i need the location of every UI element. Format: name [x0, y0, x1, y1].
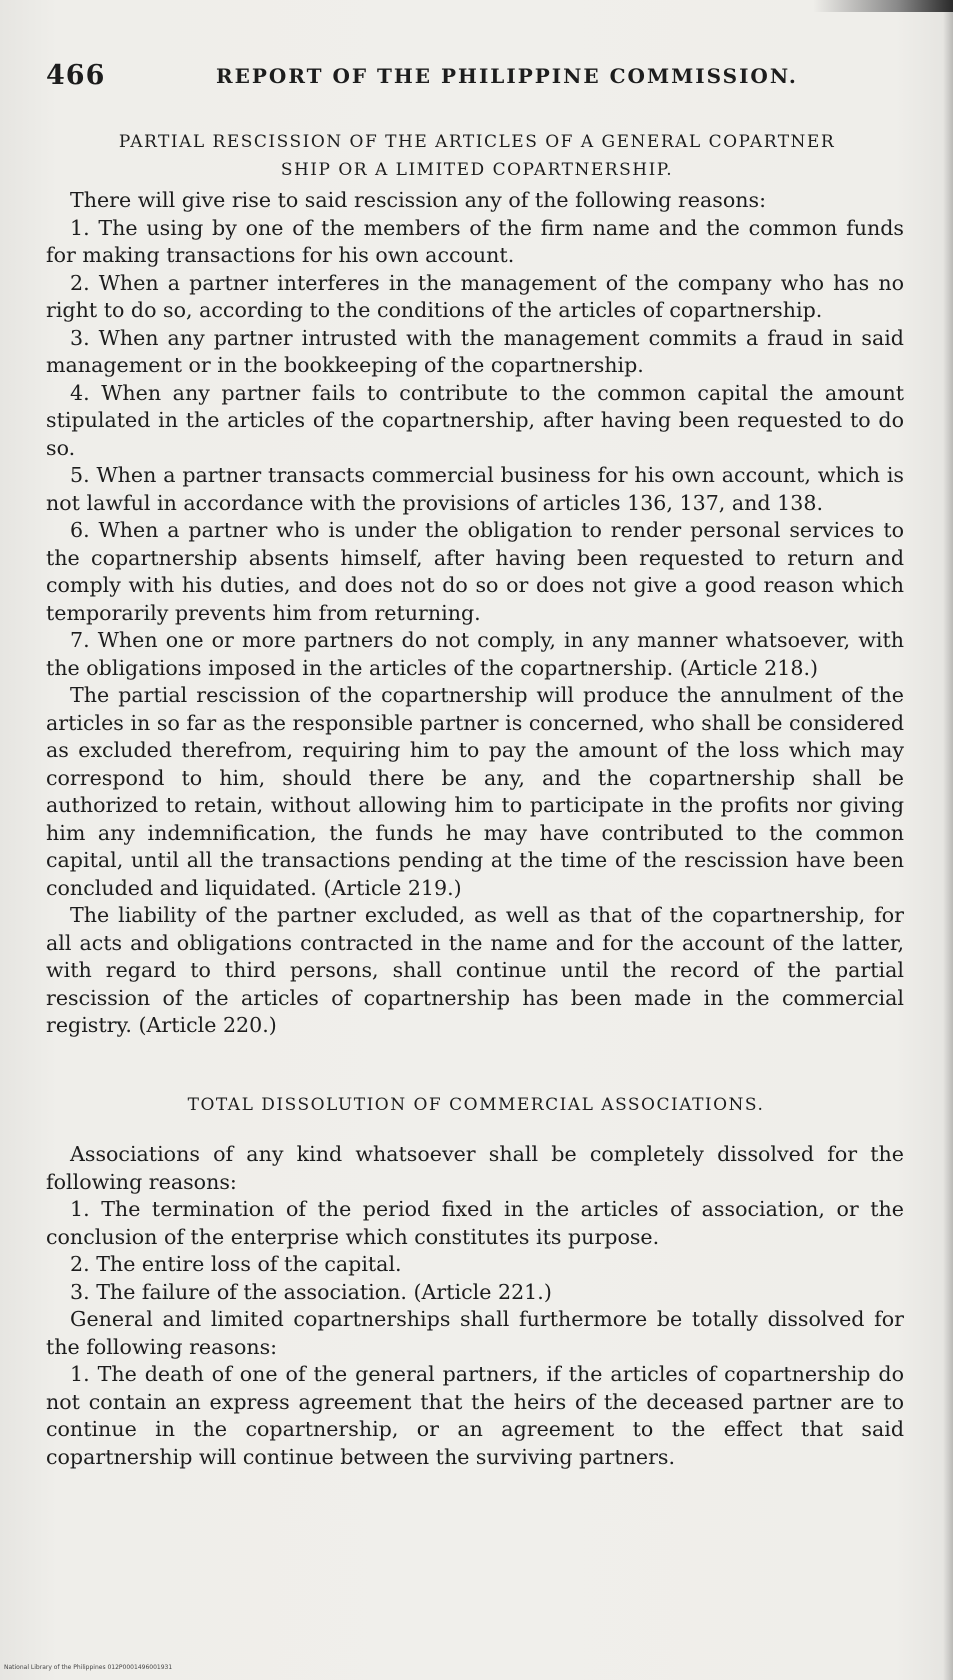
- section-body-partial-rescission: [46, 187, 904, 1040]
- library-footer: National Library of the Philippines 012P0001496001931: [4, 1664, 173, 1671]
- page-edge-shadow: [943, 0, 953, 1680]
- paragraph: General and limited copartnerships shall furthermore be totally dissolved for the following reasons:: [46, 1307, 904, 1359]
- scan-edge-mark: [813, 0, 953, 12]
- paragraph: 2. When a partner interferes in the management of the company who has no right to do so, according to the conditions of the articles of copartnership.: [46, 270, 904, 322]
- paragraph: The partial rescission of the copartnership will produce the annulment of the articles in so far as the responsible partner is concerned, who shall be considered as excluded therefrom, requiring him to pay the amount of the loss which may correspond to him, should there be any, and the copartnership shall be authorized to retain, without allowing him to participate in the profits nor giving him any indemnification, the funds he may have contributed to the common capital, until all the transactions pending at the time of the rescission have been concluded and liquidated. (Article 219.): [46, 683, 904, 900]
- page-number: 466: [46, 60, 106, 91]
- section-heading-total-dissolution: [46, 1091, 906, 1119]
- paragraph: 5. When a partner transacts commercial business for his own account, which is not lawful in accordance with the provisions of articles 136, 137, and 138.: [46, 463, 904, 515]
- paragraph: 2. The entire loss of the capital.: [70, 1252, 402, 1276]
- heading-line: PARTIAL RESCISSION OF THE ARTICLES OF A GENERAL COPARTNER: [118, 132, 836, 152]
- paragraph: 1. The death of one of the general partners, if the articles of copartnership do not contain an express agreement that the heirs of the deceased partner are to continue in the copartnership, or an agreement to the effect that said copartnership will continue between the surviving partners.: [46, 1362, 904, 1469]
- section-heading-partial-rescission: [46, 128, 908, 184]
- paragraph: 1. The termination of the period fixed in the articles of association, or the conclusion of the enterprise which constitutes its purpose.: [46, 1197, 904, 1249]
- paragraph: The liability of the partner excluded, as well as that of the copartnership, for all acts and obligations contracted in the name and for the account of the latter, with regard to third persons, shall continue until the record of the partial rescission of the articles of copartnership has been made in the commercial registry. (Article 220.): [46, 903, 904, 1037]
- paragraph: There will give rise to said rescission any of the following reasons:: [70, 188, 767, 212]
- paragraph: 4. When any partner fails to contribute to the common capital the amount stipulated in the articles of the copartnership, after having been requested to do so.: [46, 380, 904, 460]
- running-head: REPORT OF THE PHILIPPINE COMMISSION.: [216, 64, 798, 88]
- paragraph: 3. When any partner intrusted with the management commits a fraud in said management or in the bookkeeping of the copartnership.: [46, 325, 904, 377]
- paragraph: 6. When a partner who is under the obligation to render personal services to the copartnership absents himself, after having been requested to return and comply with his duties, and does not do so or does not give a good reason which temporarily prevents him from returning.: [46, 518, 904, 625]
- paragraph: Associations of any kind whatsoever shall be completely dissolved for the following reasons:: [46, 1142, 904, 1194]
- paragraph: 3. The failure of the association. (Article 221.): [70, 1279, 552, 1304]
- paragraph: 1. The using by one of the members of the firm name and the common funds for making transactions for his own account.: [46, 215, 904, 267]
- page-header: [46, 60, 906, 100]
- heading-line: TOTAL DISSOLUTION OF COMMERCIAL ASSOCIATIONS.: [187, 1095, 765, 1115]
- paragraph: 7. When one or more partners do not comply, in any manner whatsoever, with the obligations imposed in the articles of the copartnership. (Article 218.): [46, 628, 904, 680]
- section-body-total-dissolution: [46, 1141, 904, 1471]
- heading-line: SHIP OR A LIMITED COPARTNERSHIP.: [280, 160, 674, 180]
